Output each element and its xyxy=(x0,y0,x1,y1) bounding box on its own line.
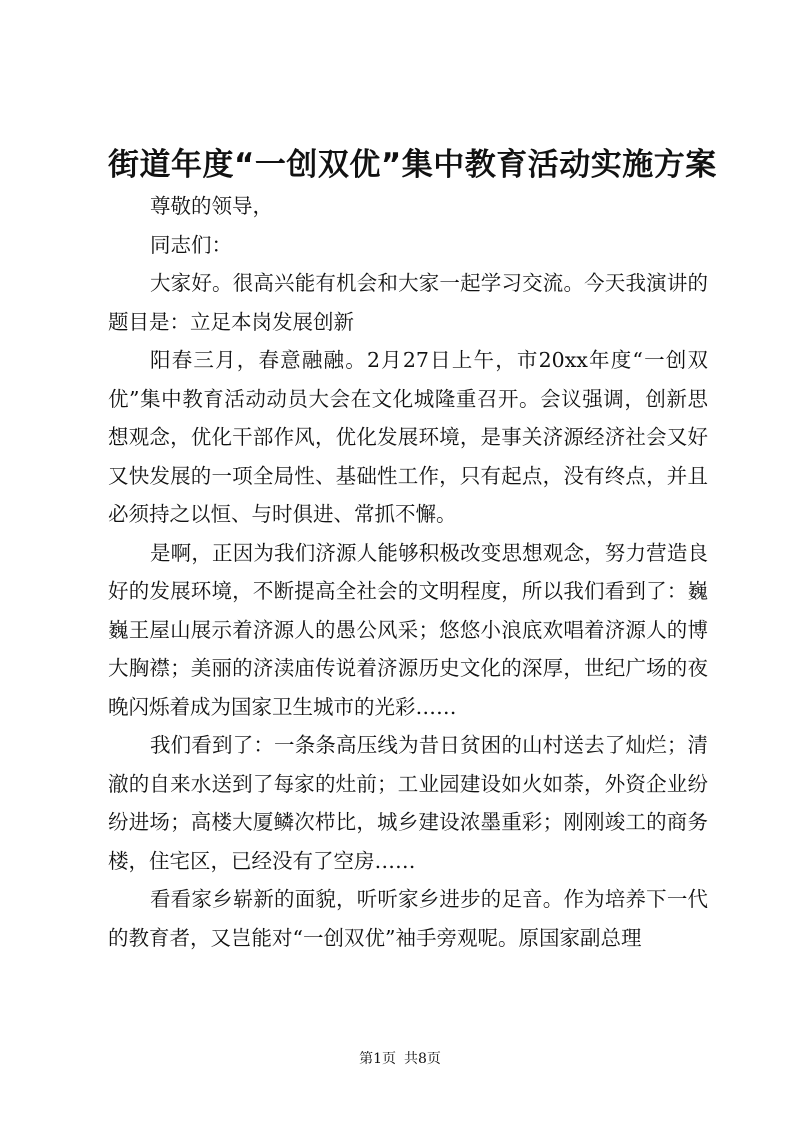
document-body xyxy=(108,187,708,957)
paragraph-greeting: 同志们： xyxy=(150,232,232,257)
paragraph-salutation: 尊敬的领导， xyxy=(150,194,273,218)
page-total: 共8页 xyxy=(404,1051,441,1067)
page-number: 第1页 xyxy=(359,1051,396,1067)
paragraph-environment: 是啊，正因为我们济源人能够积极改变思想观念，努力营造良好的发展环境，不断提高全社会的文明程度，所以我们看到了：巍巍王屋山展示着济源人的愚公风采；悠悠小浪底欢唱着济源人的博大胸襟；美丽的济渎庙传说着济源历史文化的深厚，世纪广场的夜晚闪烁着成为国家卫生城市的光彩…… xyxy=(108,540,708,719)
paragraph-intro: 大家好。很高兴能有机会和大家一起学习交流。今天我演讲的题目是：立足本岗发展创新 xyxy=(108,271,708,334)
paragraph-spring: 阳春三月，春意融融。2月27日上午，市20xx年度“一创双优”集中教育活动动员大会在文化城隆重召开。会议强调，创新思想观念，优化干部作风，优化发展环境，是事关济源经济社会又好又快发展的一项全局性、基础性工作，只有起点，没有终点，并且必须持之以恒、与时俱进、常抓不懈。 xyxy=(108,348,708,526)
paragraph-hometown: 看看家乡崭新的面貌，听听家乡进步的足音。作为培养下一代的教育者，又岂能对“一创双优”袖手旁观呢。原国家副总理 xyxy=(108,887,708,950)
document-title: 街道年度“一创双优”集中教育活动实施方案 xyxy=(108,147,717,183)
page-footer xyxy=(0,1048,800,1068)
paragraph-we-see: 我们看到了：一条条高压线为昔日贫困的山村送去了灿烂；清澈的自来水送到了每家的灶前；工业园建设如火如荼，外资企业纷纷进场；高楼大厦鳞次栉比，城乡建设浓墨重彩；刚刚竣工的商务楼，住宅区，已经没有了空房…… xyxy=(108,733,708,873)
